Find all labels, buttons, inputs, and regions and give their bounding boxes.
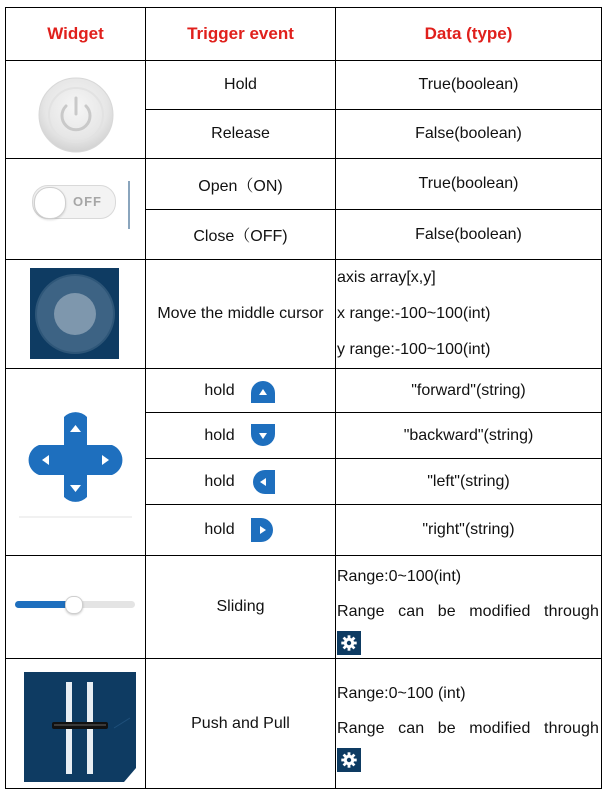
- dpad-left-hold-label: hold: [204, 472, 235, 490]
- dpad-left-trigger: [146, 459, 336, 505]
- pushpull-data: [336, 659, 602, 789]
- switch-divider: [128, 181, 130, 229]
- dpad-backward-trigger: [146, 413, 336, 459]
- slider-widget[interactable]: [6, 556, 146, 659]
- slider-thumb[interactable]: [65, 596, 83, 614]
- switch-toggle[interactable]: [32, 185, 116, 219]
- switch-knob: [34, 187, 66, 219]
- joystick-data-line: axis array[x,y]: [337, 269, 436, 286]
- switch-close-data: False(boolean): [336, 210, 602, 260]
- button-release-data: False(boolean): [336, 110, 602, 159]
- up-arrow-icon: [249, 377, 277, 405]
- joystick-icon: [6, 262, 145, 367]
- dpad-forward-data: "forward"(string): [336, 369, 602, 413]
- dpad-row-forward: [6, 369, 602, 413]
- pushpull-modify-text: Range can be modified through: [337, 719, 599, 737]
- button-hold-data: True(boolean): [336, 61, 602, 110]
- switch-off-label: OFF: [73, 194, 102, 209]
- dpad-right-data: "right"(string): [336, 505, 602, 556]
- pushpull-trigger: Push and Pull: [146, 659, 336, 789]
- joystick-data-line: y range:-100~100(int): [337, 341, 491, 358]
- right-arrow-icon: [249, 516, 277, 544]
- dpad-left-data: "left"(string): [336, 459, 602, 505]
- joystick-data-line: x range:-100~100(int): [337, 305, 491, 322]
- dpad-right-hold-label: hold: [204, 521, 235, 538]
- slider-fill: [15, 601, 73, 608]
- dpad-backward-hold-label: hold: [204, 426, 235, 444]
- dpad-forward-trigger: [146, 369, 336, 413]
- joystick-data: [336, 260, 602, 369]
- switch-close-trigger: Close（OFF): [146, 210, 336, 260]
- dpad-widget[interactable]: [6, 369, 146, 556]
- header-trigger: Trigger event: [146, 8, 336, 61]
- joystick-row: [6, 260, 602, 369]
- slider-modify-text: Range can be modified through: [337, 603, 599, 620]
- widget-table: [5, 7, 602, 789]
- pushpull-row: [6, 659, 602, 789]
- button-hold-trigger: Hold: [146, 61, 336, 110]
- joystick-trigger: Move the middle cursor: [146, 260, 336, 369]
- switch-open-data: True(boolean): [336, 159, 602, 210]
- header-widget: Widget: [6, 8, 146, 61]
- switch-row-open: [6, 159, 602, 210]
- header-data: Data (type): [336, 8, 602, 61]
- gear-icon[interactable]: [337, 748, 361, 772]
- dpad-right-trigger: [146, 505, 336, 556]
- slider-data: [336, 556, 602, 659]
- pushpull-icon: [6, 660, 145, 788]
- dpad-icon: [6, 369, 145, 555]
- pushpull-range-text: Range:0~100 (int): [337, 684, 466, 702]
- joystick-widget[interactable]: [6, 260, 146, 369]
- button-row-hold: [6, 61, 602, 110]
- power-button-widget[interactable]: [6, 61, 146, 159]
- slider-row: [6, 556, 602, 659]
- switch-open-trigger: Open（ON): [146, 159, 336, 210]
- gear-icon[interactable]: [337, 631, 361, 655]
- slider-range-text: Range:0~100(int): [337, 568, 462, 585]
- button-release-trigger: Release: [146, 110, 336, 159]
- power-button-icon: [6, 62, 145, 158]
- pushpull-widget[interactable]: [6, 659, 146, 789]
- slider-trigger: Sliding: [146, 556, 336, 659]
- dpad-forward-hold-label: hold: [204, 381, 235, 399]
- header-row: [6, 8, 602, 61]
- down-arrow-icon: [249, 422, 277, 450]
- left-arrow-icon: [249, 468, 277, 496]
- dpad-backward-data: "backward"(string): [336, 413, 602, 459]
- switch-widget[interactable]: [6, 159, 146, 260]
- slider-track[interactable]: [15, 601, 135, 608]
